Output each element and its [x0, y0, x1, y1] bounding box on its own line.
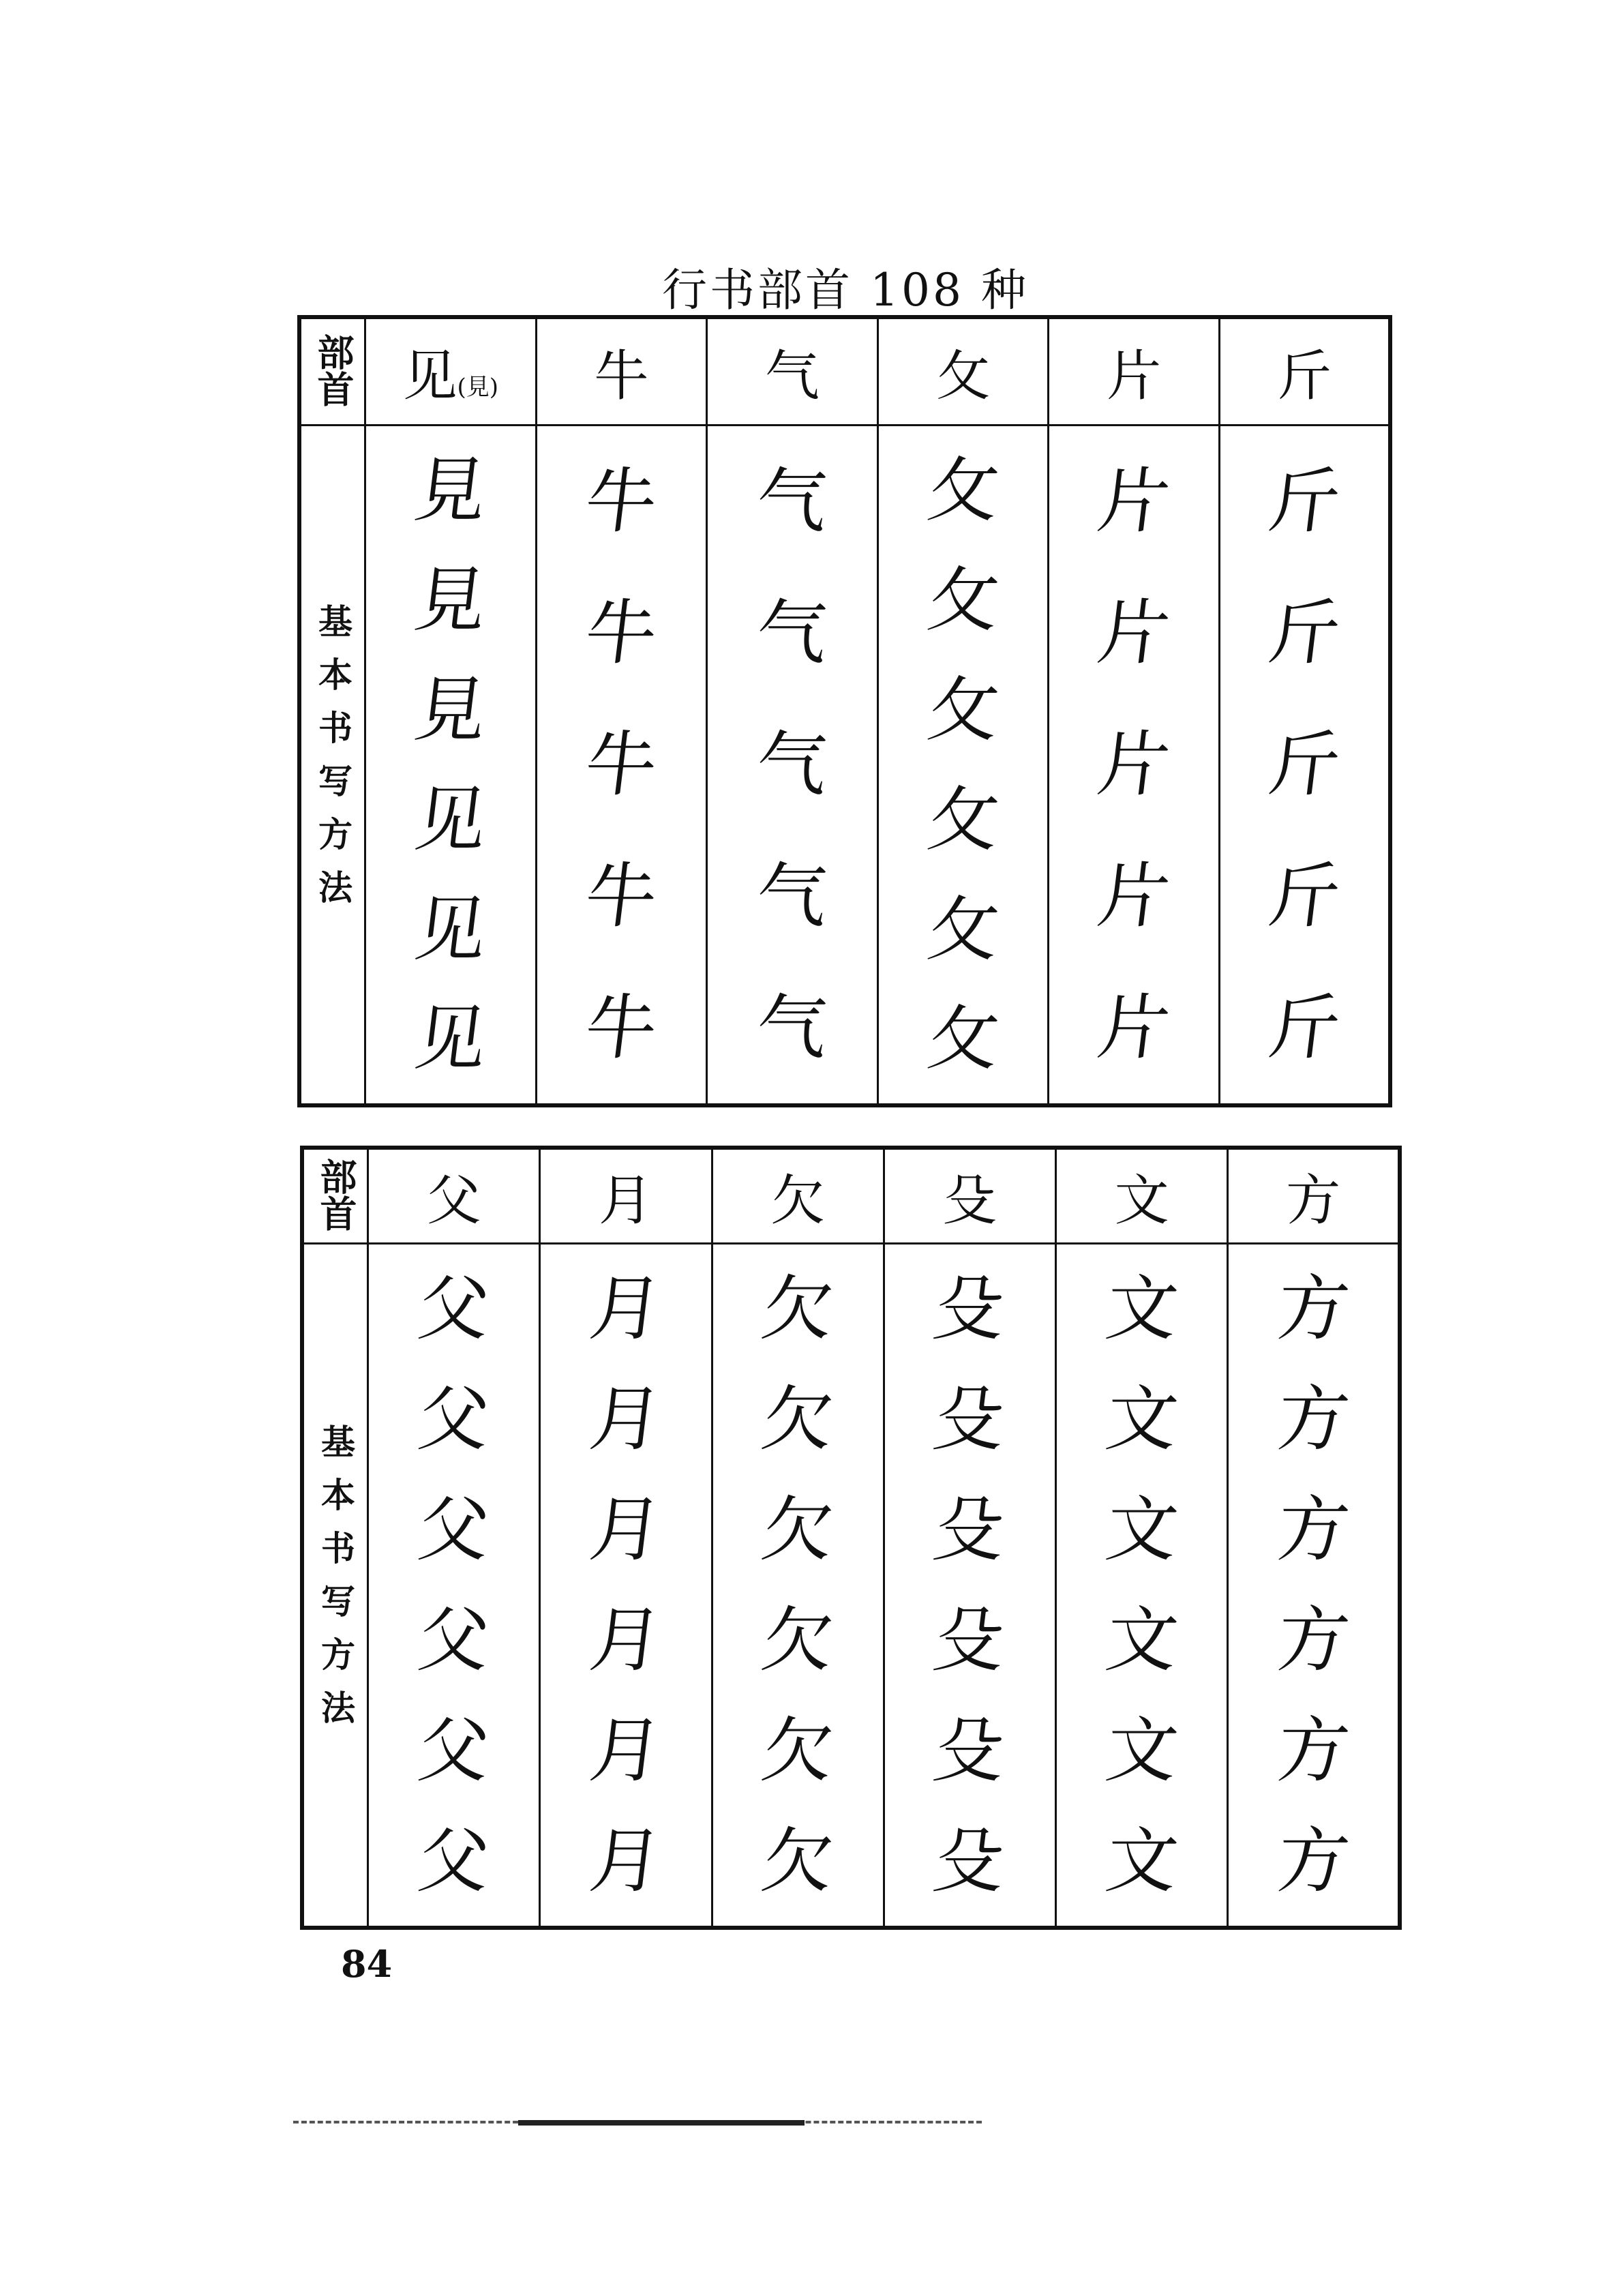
variant-glyph: 欠 — [757, 1377, 839, 1461]
variant-glyph: 斤 — [1263, 723, 1345, 807]
variant-glyph: 牛 — [580, 986, 662, 1070]
variant-column — [536, 425, 707, 1105]
variants-row — [302, 1243, 1400, 1928]
radical-char: 气 — [764, 344, 820, 408]
variant-glyph: 片 — [1093, 591, 1175, 675]
variant-glyph: 文 — [1101, 1819, 1183, 1903]
radical-cell-wen — [1056, 1148, 1228, 1243]
variant-glyph: 月 — [585, 1488, 667, 1572]
variant-glyph: 斤 — [1263, 460, 1345, 543]
variant-column — [877, 425, 1049, 1105]
variant-glyph: 牛 — [580, 460, 662, 543]
method-label: 基本书写方法 — [313, 603, 352, 923]
variant-glyph: 父 — [413, 1598, 495, 1682]
method-label: 基本书写方法 — [316, 1424, 355, 1744]
variant-glyph: 片 — [1093, 723, 1175, 807]
radical-cell-pian — [1049, 317, 1220, 425]
radical-cell-yue — [540, 1148, 712, 1243]
radical-char: 见 — [402, 344, 457, 408]
variants-row — [299, 425, 1390, 1105]
radical-cell-jin — [1219, 317, 1390, 425]
variant-glyph: 欠 — [757, 1267, 839, 1351]
variant-glyph: 气 — [751, 460, 833, 543]
radical-header-row — [302, 1148, 1400, 1243]
variant-glyph: 见 — [410, 997, 492, 1081]
variant-glyph: 气 — [751, 854, 833, 938]
variant-glyph: 见 — [410, 887, 492, 971]
radical-cell-fu — [368, 1148, 540, 1243]
variant-glyph: 父 — [413, 1819, 495, 1903]
radical-char: 片 — [1107, 344, 1162, 408]
variant-glyph: 文 — [1101, 1598, 1183, 1682]
radical-table-1 — [297, 315, 1392, 1107]
variant-glyph: 月 — [585, 1819, 667, 1903]
variant-glyph: 攵 — [922, 668, 1004, 751]
variant-glyph: 欠 — [757, 1819, 839, 1903]
variant-glyph: 斤 — [1263, 854, 1345, 938]
variant-glyph: 文 — [1101, 1709, 1183, 1793]
radical-cell-qian — [712, 1148, 884, 1243]
variant-glyph: 殳 — [929, 1488, 1010, 1572]
radical-char: 斤 — [1276, 344, 1332, 408]
variant-column — [712, 1243, 884, 1928]
variant-glyph: 文 — [1101, 1488, 1183, 1572]
variant-glyph: 月 — [585, 1709, 667, 1793]
radical-note: (見) — [457, 374, 499, 402]
radical-label-cell — [302, 1148, 368, 1243]
variant-glyph: 气 — [751, 986, 833, 1070]
radical-char: 牛 — [594, 344, 649, 408]
variant-glyph: 攵 — [922, 997, 1004, 1081]
variant-glyph: 殳 — [929, 1598, 1010, 1682]
radical-char: 文 — [1114, 1169, 1169, 1233]
variant-column — [1219, 425, 1390, 1105]
variant-glyph: 月 — [585, 1377, 667, 1461]
method-label-cell — [299, 425, 365, 1105]
variant-glyph: 父 — [413, 1377, 495, 1461]
radical-cell-fang — [1228, 1148, 1400, 1243]
variant-glyph: 气 — [751, 591, 833, 675]
variant-glyph: 月 — [585, 1598, 667, 1682]
variant-glyph: 牛 — [580, 723, 662, 807]
variant-glyph: 見 — [410, 668, 492, 751]
variant-glyph: 攵 — [922, 777, 1004, 861]
variant-glyph: 攵 — [922, 448, 1004, 532]
radical-char: 方 — [1286, 1169, 1341, 1233]
variant-glyph: 气 — [751, 723, 833, 807]
radical-label: 部首 — [312, 333, 355, 407]
radical-char: 月 — [598, 1169, 653, 1233]
variant-glyph: 方 — [1272, 1709, 1354, 1793]
variant-glyph: 父 — [413, 1709, 495, 1793]
page-title: 行书部首 108 种 — [662, 264, 1029, 316]
radical-header-row — [299, 317, 1390, 425]
variant-glyph: 欠 — [757, 1598, 839, 1682]
page-number: 84 — [341, 1942, 393, 1986]
variant-glyph: 欠 — [757, 1709, 839, 1793]
variant-glyph: 片 — [1093, 854, 1175, 938]
variant-column — [1049, 425, 1220, 1105]
variant-column — [707, 425, 878, 1105]
variant-column — [1228, 1243, 1400, 1928]
variant-glyph: 父 — [413, 1488, 495, 1572]
radical-char: 父 — [426, 1169, 481, 1233]
radical-cell-jian — [365, 317, 537, 425]
variant-glyph: 方 — [1272, 1377, 1354, 1461]
variant-column — [1056, 1243, 1228, 1928]
variant-glyph: 殳 — [929, 1377, 1010, 1461]
method-label-cell — [302, 1243, 368, 1928]
variant-column — [540, 1243, 712, 1928]
radical-label: 部首 — [314, 1157, 357, 1232]
variant-glyph: 殳 — [929, 1819, 1010, 1903]
radical-cell-shu — [884, 1148, 1055, 1243]
variant-column — [884, 1243, 1055, 1928]
radical-table-2 — [300, 1146, 1402, 1930]
variant-glyph: 方 — [1272, 1488, 1354, 1572]
variant-glyph: 文 — [1101, 1267, 1183, 1351]
variant-glyph: 斤 — [1263, 986, 1345, 1070]
variant-glyph: 方 — [1272, 1598, 1354, 1682]
variant-glyph: 攵 — [922, 558, 1004, 642]
variant-glyph: 父 — [413, 1267, 495, 1351]
variant-glyph: 方 — [1272, 1819, 1354, 1903]
radical-char: 欠 — [770, 1169, 826, 1233]
variant-glyph: 文 — [1101, 1377, 1183, 1461]
radical-cell-qi — [707, 317, 878, 425]
variant-glyph: 见 — [410, 777, 492, 861]
variant-glyph: 方 — [1272, 1267, 1354, 1351]
radical-cell-niu — [536, 317, 707, 425]
variant-glyph: 欠 — [757, 1488, 839, 1572]
variant-column — [368, 1243, 540, 1928]
radical-label-cell — [299, 317, 365, 425]
radical-char: 殳 — [942, 1169, 997, 1233]
radical-cell-pu — [877, 317, 1049, 425]
radical-char: 攵 — [935, 344, 991, 408]
variant-glyph: 見 — [410, 448, 492, 532]
variant-glyph: 片 — [1093, 460, 1175, 543]
bottom-rule-thick — [518, 2120, 805, 2126]
variant-glyph: 斤 — [1263, 591, 1345, 675]
variant-glyph: 月 — [585, 1267, 667, 1351]
variant-glyph: 牛 — [580, 591, 662, 675]
variant-glyph: 見 — [410, 558, 492, 642]
variant-glyph: 片 — [1093, 986, 1175, 1070]
variant-glyph: 殳 — [929, 1267, 1010, 1351]
variant-column — [365, 425, 537, 1105]
variant-glyph: 攵 — [922, 887, 1004, 971]
variant-glyph: 殳 — [929, 1709, 1010, 1793]
variant-glyph: 牛 — [580, 854, 662, 938]
